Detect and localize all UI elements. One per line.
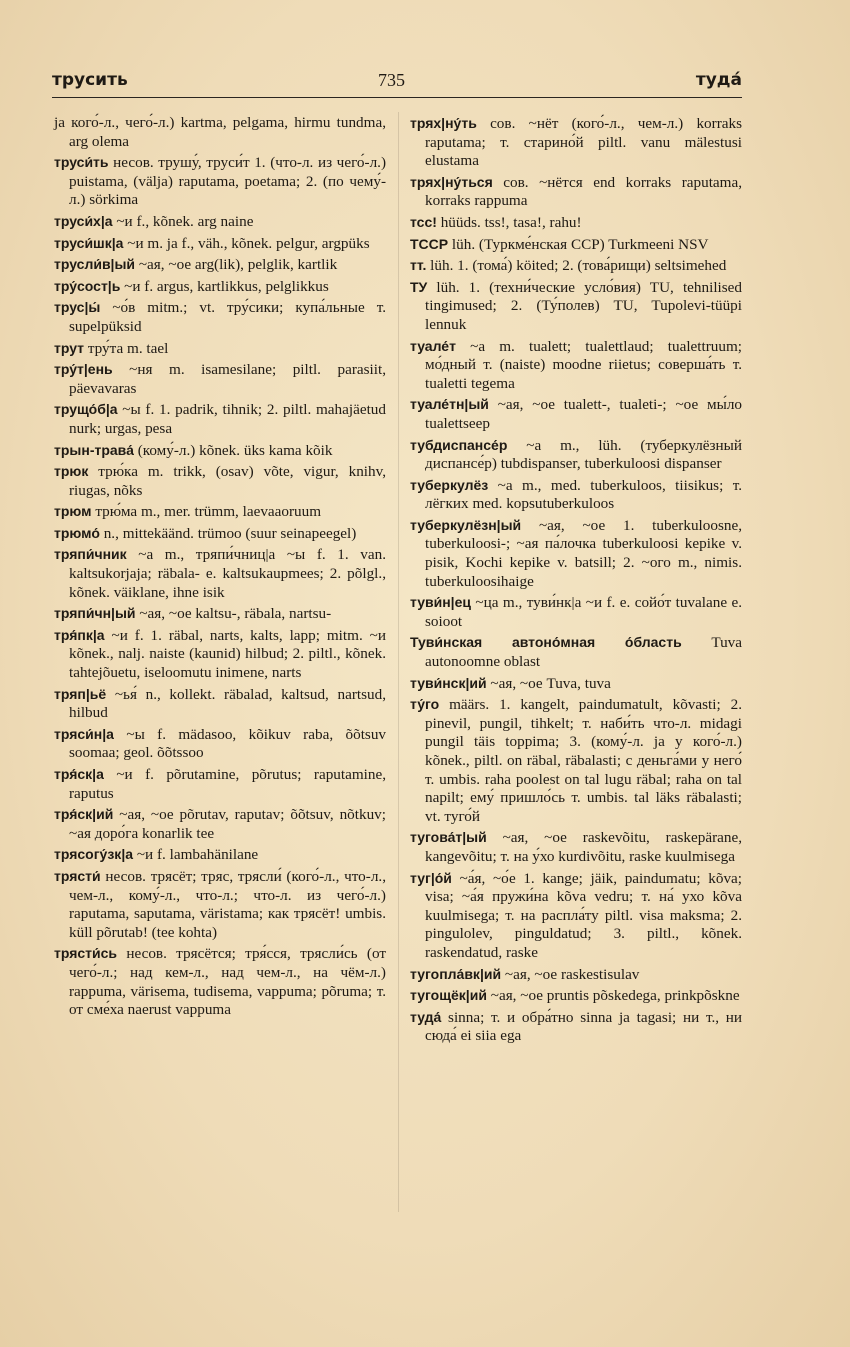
entry-definition: ~и m. ja f., väh., kõnek. pelgur, argpüks — [127, 234, 370, 252]
dictionary-entry — [54, 502, 386, 522]
dictionary-entry — [410, 476, 742, 514]
dictionary-entry — [410, 965, 742, 985]
entry-headword: туда́ — [410, 1008, 442, 1025]
entry-headword: тря́ск|ий — [54, 806, 114, 823]
entry-definition: ~ца m., туви́нк|а ~и f. e. сойо́т tuvalane e. soioot — [425, 594, 743, 630]
entry-definition: ~ня m. isamesilane; piltl. parasiit, päevavaras — [69, 361, 386, 397]
entry-headword: трус|ы́ — [54, 299, 101, 316]
dictionary-entry — [54, 234, 386, 254]
dictionary-entry — [54, 400, 386, 438]
entry-headword: туви́нск|ий — [410, 674, 487, 691]
dictionary-entry — [54, 462, 386, 500]
entry-headword: тря́пк|а — [54, 626, 105, 643]
dictionary-entry — [54, 441, 386, 461]
entry-headword: тугова́т|ый — [410, 829, 487, 846]
entry-headword: ту́го — [410, 696, 440, 713]
dictionary-entry — [410, 114, 742, 171]
page-number: 735 — [378, 70, 405, 90]
entry-definition: ~ая, ~ое raskestisulav — [504, 965, 640, 983]
entry-headword: труси́х|а — [54, 212, 113, 229]
dictionary-entry — [54, 765, 386, 803]
entry-headword: трюк — [54, 463, 89, 480]
dictionary-entry — [54, 626, 386, 683]
dictionary-entry — [54, 298, 386, 336]
entry-definition: lüh. 1. (тома́) köited; 2. (това́рищи) seltsimehed — [430, 257, 727, 275]
entry-definition: ~а m., тряпи́чниц|а ~ы f. 1. van. kaltsukorjaja; räbala- e. kaltsukaupmees; 2. põlgl., kõnek. väiklane, ihne isik — [69, 546, 387, 601]
entry-headword: тру́т|ень — [54, 361, 113, 378]
header-rule — [52, 97, 742, 98]
dictionary-entry — [54, 114, 386, 151]
right-guide-word: туда́ — [695, 70, 742, 90]
entry-definition: ~и f. 1. räbal, narts, kalts, lapp; mitm. ~и kõnek., nalj. naiste (kaunid) hilbud; 2. piltl., kõnek. tahtejõuetu, iseloomutu inimene, narts — [69, 626, 387, 682]
dictionary-entry — [410, 869, 742, 963]
dictionary-entry — [54, 805, 386, 843]
entry-headword: трут — [54, 339, 85, 356]
entry-definition: ~и f. põrutamine, põrutus; raputamine, raputus — [69, 766, 387, 802]
dictionary-entry — [410, 278, 742, 335]
entry-headword: тубдиспансе́р — [410, 436, 508, 453]
entry-definition: ~а m., lüh. (туберкулёзный диспансе́р) tubdispanser, tuberkuloosi dispanser — [425, 436, 743, 473]
entry-definition: Tuva autonoomne oblast — [425, 634, 742, 671]
dictionary-entry — [54, 845, 386, 865]
entry-definition: ~и f. argus, kartlikkus, pelglikkus — [124, 277, 329, 295]
dictionary-entry — [410, 633, 742, 671]
entry-headword: трюмо́ — [54, 524, 100, 541]
entry-definition: ~ая, ~ое pruntis põskedega, prinkpõskne — [490, 987, 740, 1005]
entry-definition: ~ая, ~ое Tuva, tuva — [490, 674, 611, 692]
entry-definition: sinna; т. и обра́тно sinna ja tagasi; ни т., ни сюда́ ei siia ega — [425, 1008, 742, 1045]
dictionary-entry — [410, 593, 742, 631]
entry-definition: määrs. 1. kangelt, paindumatult, kõvasti; 2. pinevil, pungil, tihkelt; т. наби́ть что-л. midagi pungil täis toppima; 3. (кому́-л. ja у кого́-л.) kõnek., piltl. on räbal, räbalasti; с деньга́ми у него́ т. umbis. raha poolest on tal lugu räbal; raha on tal napilt; ему́ пришло́сь т. umbis. tal läks räbalasti; vt. туго́й — [425, 696, 742, 825]
entry-headword: тсс! — [410, 213, 437, 230]
entry-definition: (кому́-л.) kõnek. üks kama kõik — [137, 441, 333, 459]
entry-definition: ~и f. lambahänilane — [136, 846, 259, 864]
entry-definition: ~ы f. mädasoo, kõikuv raba, õõtsuv soomaa; geol. õõtssoo — [69, 725, 387, 762]
entry-headword: туале́тн|ый — [410, 396, 489, 413]
entry-definition: ~и f., kõnek. arg naine — [116, 212, 254, 230]
entry-definition: ~а́я, ~о́е 1. kange; jäik, paindumatu; kõva; visa; ~а́я пружи́на kõva vedru; т. на́ ухо kõva kuulmisega; т. на распла́ту piltl. visa maksma; 2. pingulolev, pinguldatud; 3. piltl., kõnek. raskendatud, raske — [425, 869, 743, 961]
dictionary-entry — [54, 277, 386, 297]
entry-headword: Туви́нская автоно́мная о́бласть — [410, 634, 682, 651]
entry-definition: ~ая, ~ое arg(lik), pelglik, kartlik — [138, 256, 338, 274]
entry-headword: трясогу́зк|а — [54, 846, 134, 863]
entry-headword: тряси́н|а — [54, 725, 114, 742]
entry-headword: трын-трава́ — [54, 441, 134, 458]
dictionary-entry — [54, 212, 386, 232]
left-column — [54, 114, 386, 1022]
entry-headword: трясти́ — [54, 867, 101, 884]
column-divider — [398, 112, 399, 1212]
dictionary-entry — [410, 695, 742, 826]
dictionary-entry — [410, 213, 742, 233]
entry-definition: ~а m., med. tuberkuloos, tiisikus; т. лёгких med. kopsutuberkuloos — [425, 476, 743, 513]
entry-headword: тугопла́вк|ий — [410, 965, 502, 982]
entry-headword: туале́т — [410, 337, 456, 354]
entry-definition: lüh. (Туркме́нская ССР) Turkmeeni NSV — [451, 235, 709, 253]
entry-headword: трях|ну́ться — [410, 173, 493, 190]
dictionary-entry — [410, 256, 742, 276]
entry-headword: туг|о́й — [410, 869, 452, 886]
entry-definition: ~ая, ~ое raskevõitu, raskepärane, kangevõitu; т. на у́хо kurdivõitu, raske kuulmisega — [425, 829, 742, 865]
dictionary-entry — [54, 153, 386, 210]
dictionary-entry — [54, 944, 386, 1019]
dictionary-entry — [410, 516, 742, 591]
entry-headword: ТУ — [410, 278, 428, 295]
entry-definition: ~ья́ n., kollekt. räbalad, kaltsud, nartsud, hilbud — [69, 685, 386, 722]
entry-definition: ~ая, ~ое tualett-, tualeti-; ~ое мы́ло tualettseep — [425, 396, 742, 432]
entry-definition: ~ая, ~ое 1. tuberkuloosne, tuberkuloosi-; ~ая па́лочка tuberkuloosi kepike v. pisik, Kochi kepike v. batsill; 2. ~ого m., nimis. tuberkuloosihaige — [425, 516, 742, 590]
dictionary-entry — [410, 395, 742, 433]
entry-definition: ~о́в mitm.; vt. тру́сики; купа́льные т. supelpüksid — [69, 299, 386, 335]
entry-definition: несов. трясётся; тря́сся, трясли́сь (от чего́-л.; над кем-л., над чем-л., на чём-л.) rappuma, värisema, tudisema, vappuma; põruma; т. от сме́ха naerust vappuma — [69, 945, 386, 1019]
dictionary-entry — [410, 674, 742, 694]
entry-definition: ~ая, ~ое põrutav, raputav; õõtsuv, nõtkuv; ~ая доро́га konarlik tee — [69, 806, 386, 842]
dictionary-entry — [410, 986, 742, 1006]
entry-definition: несов. трясёт; тряс, трясли́ (кого́-л., что-л., чем-л., кому́-л., что-л.; что-л. из чего́-л.) raputama, saputama, väristama; как трясёт! umbis. küll põrutab! (tee kohta) — [69, 867, 387, 941]
left-guide-word: трусить — [52, 70, 128, 90]
dictionary-entry — [54, 604, 386, 624]
entry-definition: тру́та m. tael — [87, 339, 169, 357]
dictionary-entry — [410, 337, 742, 394]
dictionary-entry — [54, 725, 386, 763]
entry-headword: труси́ть — [54, 154, 109, 171]
entry-definition: сов. ~нёт (кого́-л., чем-л.) korraks raputama; т. старино́й piltl. vanu mälestusi elustama — [425, 115, 742, 170]
entry-headword: туберкулёз — [410, 476, 489, 493]
dictionary-entry — [54, 685, 386, 723]
dictionary-entry — [54, 545, 386, 602]
entry-headword: тря́ск|а — [54, 766, 104, 782]
entry-headword: тряпи́чн|ый — [54, 605, 136, 622]
entry-definition: ~а m. tualett; tualettlaud; tualettruum; мо́дный т. (naiste) moodne riietus; соверша́ть т. tualetti tegema — [425, 337, 743, 392]
dictionary-entry — [54, 339, 386, 359]
entry-definition: сов. ~нётся end korraks raputama, korraks rappuma — [425, 173, 743, 210]
entry-definition: ~ая, ~ое kaltsu-, räbala, nartsu- — [139, 605, 332, 623]
entry-headword: туви́н|ец — [410, 594, 471, 611]
dictionary-entry — [410, 436, 742, 474]
right-column — [410, 114, 742, 1048]
dictionary-entry — [54, 524, 386, 544]
entry-definition: lüh. 1. (техни́ческие усло́вия) TU, tehnilised tingimused; 2. (Ту́полев) TU, Tupolevi-tüüpi lennuk — [425, 278, 743, 333]
dictionary-entry — [54, 360, 386, 398]
entry-definition: hüüds. tss!, tasa!, rahu! — [440, 213, 582, 231]
entry-headword: тт. — [410, 257, 427, 274]
entry-definition: ~ы f. 1. padrik, tihnik; 2. piltl. mahajäetud nurk; urgas, pesa — [69, 401, 386, 437]
entry-definition: n., mittekäänd. trümoo (suur seinapeegel) — [103, 524, 357, 542]
page-header — [52, 70, 742, 94]
entry-definition: трю́ма m., mer. trümm, laevaaoruum — [95, 503, 322, 521]
entry-headword: туберкулёзн|ый — [410, 516, 522, 533]
entry-definition: ja кого́-л., чего́-л.) kartma, pelgama, hirmu tundma, arg olema — [54, 114, 386, 150]
dictionary-entry — [410, 1008, 742, 1046]
entry-definition: трю́ка m. trikk, (osav) võte, vigur, knihv, riugas, nõks — [69, 463, 386, 499]
entry-headword: трюм — [54, 503, 92, 520]
entry-headword: труси́шк|а — [54, 234, 124, 251]
entry-headword: тряп|ьё — [54, 685, 107, 702]
entry-headword: трясти́сь — [54, 945, 118, 962]
entry-headword: тру́сост|ь — [54, 277, 121, 294]
dictionary-entry — [410, 173, 742, 211]
dictionary-entry — [410, 235, 742, 255]
dictionary-entry — [54, 867, 386, 942]
entry-headword: трущо́б|а — [54, 401, 118, 418]
entry-headword: ТССР — [410, 235, 449, 252]
entry-headword: трях|ну́ть — [410, 115, 477, 131]
entry-headword: тряпи́чник — [54, 546, 127, 563]
dictionary-entry — [54, 255, 386, 275]
dictionary-entry — [410, 828, 742, 866]
entry-headword: трусли́в|ый — [54, 256, 136, 273]
entry-headword: тугощёк|ий — [410, 987, 487, 1004]
entry-definition: несов. трушу́, труси́т 1. (что-л. из чего́-л.) puistama, (välja) raputama, poetama; 2. (по чему́-л.) sörkima — [69, 154, 387, 209]
